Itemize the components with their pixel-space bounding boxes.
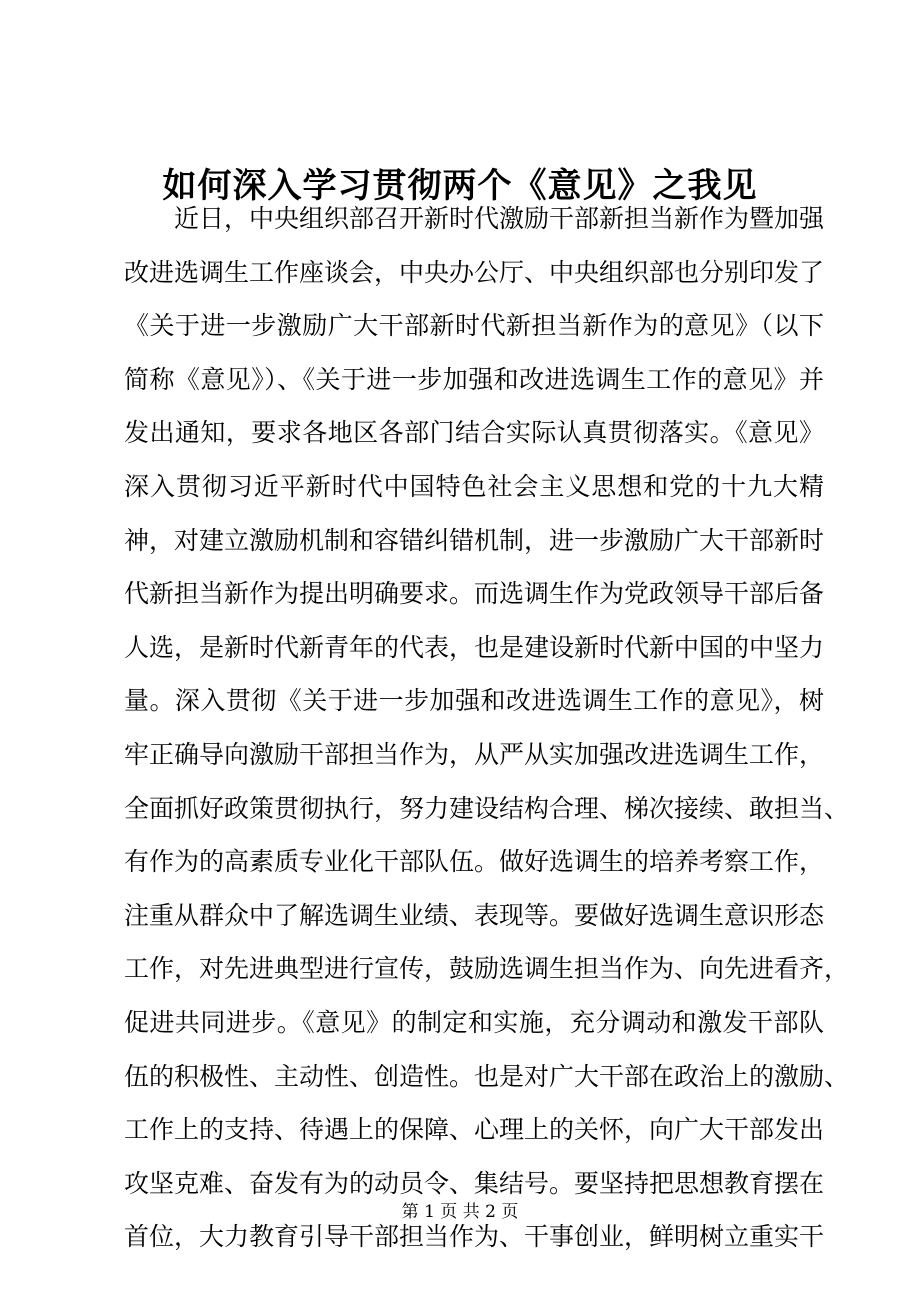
page-number-footer: 第 1 页 共 2 页: [401, 1202, 519, 1222]
paragraph-line: 深入贯彻习近平新时代中国特色社会主义思想和党的十九大精: [124, 471, 824, 501]
paragraph-line: 《关于进一步激励广大干部新时代新担当新作为的意见》（以下: [124, 311, 824, 341]
paragraph-line: 代新担当新作为提出明确要求。而选调生作为党政领导干部后备: [124, 579, 825, 609]
paragraph-line: 注重从群众中了解选调生业绩、表现等。要做好选调生意识形态: [124, 900, 825, 930]
body-paragraph: [124, 192, 850, 1264]
paragraph-line: 人选，是新时代新青年的代表，也是建设新时代新中国的中坚力: [124, 632, 825, 662]
paragraph-line: 工作上的支持、待遇上的保障、心理上的关怀，向广大干部发出: [124, 1115, 825, 1145]
paragraph-line: 牢正确导向激励干部担当作为，从严从实加强改进选调生工作，: [124, 739, 825, 769]
paragraph-line: 工作，对先进典型进行宣传，鼓励选调生担当作为、向先进看齐，: [124, 954, 850, 984]
paragraph-line: 神，对建立激励机制和容错纠错机制，进一步激励广大干部新时: [124, 525, 825, 555]
paragraph-line: 有作为的高素质专业化干部队伍。做好选调生的培养考察工作，: [124, 847, 825, 877]
document-title: 如何深入学习贯彻两个《意见》之我见: [162, 166, 758, 206]
paragraph-line: 伍的积极性、主动性、创造性。也是对广大干部在政治上的激励、: [124, 1061, 850, 1091]
paragraph-line: 全面抓好政策贯彻执行，努力建设结构合理、梯次接续、敢担当、: [124, 793, 850, 823]
paragraph-line: 促进共同进步。《意见》的制定和实施，充分调动和激发干部队: [124, 1007, 824, 1037]
paragraph-line: 攻坚克难、奋发有为的动员令、集结号。要坚持把思想教育摆在: [124, 1168, 825, 1198]
paragraph-line: 近日，中央组织部召开新时代激励干部新担当新作为暨加强: [174, 204, 825, 233]
paragraph-line: 发出通知，要求各地区各部门结合实际认真贯彻落实。《意见》: [124, 418, 824, 448]
paragraph-line: 首位，大力教育引导干部担当作为、干事创业，鲜明树立重实干: [124, 1222, 825, 1252]
paragraph-line: 改进选调生工作座谈会，中央办公厅、中央组织部也分别印发了: [124, 257, 825, 287]
paragraph-line: 简称《意见》）、《关于进一步加强和改进选调生工作的意见》并: [124, 364, 824, 394]
paragraph-line: 量。深入贯彻《关于进一步加强和改进选调生工作的意见》，树: [124, 686, 824, 716]
